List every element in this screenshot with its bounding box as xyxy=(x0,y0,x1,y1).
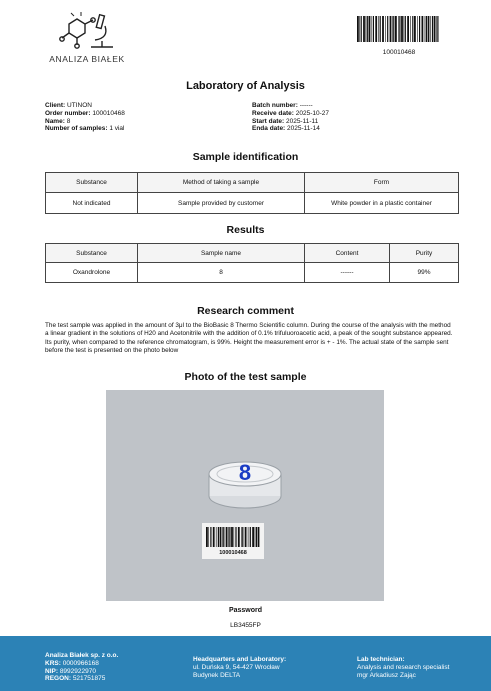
logo-text: ANALIZA BIAŁEK xyxy=(49,54,125,64)
sample-identification-table xyxy=(45,172,459,214)
info-row: Batch number: ------ xyxy=(252,102,313,109)
report-title: Laboratory of Analysis xyxy=(186,80,305,92)
sample-identification-title: Sample identification xyxy=(192,151,299,163)
table-cell: Sample provided by customer xyxy=(138,193,305,214)
table-header-row xyxy=(46,244,459,263)
info-row: Enda date: 2025-11-14 xyxy=(252,125,320,133)
password-label: Password xyxy=(228,607,263,614)
password-value: LB3455FP xyxy=(230,622,261,629)
order-barcode xyxy=(357,16,441,56)
table-cell: White powder in a plastic container xyxy=(305,193,459,214)
info-row: Start date: 2025-11-11 xyxy=(252,117,319,125)
company-logo xyxy=(42,10,132,64)
info-row: Order number: 100010468 xyxy=(45,109,125,117)
info-row: Client: UTINON xyxy=(45,102,92,109)
footer xyxy=(0,636,491,691)
table-cell: Oxandrolone xyxy=(46,263,138,283)
company-name: Analiza Białek sp. z o.o. xyxy=(45,652,119,659)
table-header-cell: Substance xyxy=(46,173,138,193)
barcode-number: 100010468 xyxy=(382,49,416,56)
jar-label-digit: 8 xyxy=(238,460,252,485)
results-table xyxy=(45,243,459,283)
barcode-graphic xyxy=(206,527,260,547)
footer-headquarters: Headquarters and Laboratory: ul. Duńska 9, 54-427 Wrocław Budynek DELTA xyxy=(193,656,287,679)
photo-title: Photo of the test sample xyxy=(184,371,307,383)
table-cell: ------ xyxy=(305,263,390,283)
sample-photo xyxy=(106,390,384,601)
table-cell: Not indicated xyxy=(46,193,138,214)
table-header-cell: Sample name xyxy=(138,244,305,263)
sample-barcode-label xyxy=(202,523,264,559)
table-header-cell: Content xyxy=(305,244,390,263)
info-row: Name: 8 xyxy=(45,117,71,125)
table-cell: 99% xyxy=(390,263,459,283)
info-row: Number of samples: 1 vial xyxy=(45,125,125,133)
info-row: Receive date: 2025-10-27 xyxy=(252,109,329,117)
footer-company: Analiza Białek sp. z o.o. KRS: 0000966168 NIP: 8992922970 REGON: 521751875 xyxy=(45,652,119,683)
footer-lab-technician: Lab technician: Analysis and research specialist mgr Arkadiusz Zając xyxy=(357,656,450,679)
research-comment-text: The test sample was applied in the amount of 3μl to the BioBasic 8 Thermo Scientific column. During the course of the analysis with the method a linear gradient in the solutions of H20 and Acetonitrile with the addition of 0.1% trifuluoroacetic acid, a peak of the sought substance appeared. Its purity, when compared to the reference chromatogram, is 99%. Height the measurement error is + - 1%. The actual state of the sample sent before the test is presented on the photo below xyxy=(45,322,453,354)
results-title: Results xyxy=(226,224,265,236)
table-row xyxy=(46,193,459,214)
molecule-microscope-icon xyxy=(57,10,117,52)
order-info-right xyxy=(252,102,329,133)
barcode-graphic xyxy=(357,16,441,42)
sample-jar-image xyxy=(207,452,283,512)
research-comment-title: Research comment xyxy=(197,305,294,317)
table-cell: 8 xyxy=(138,263,305,283)
order-info-left xyxy=(45,102,125,133)
table-header-cell: Form xyxy=(305,173,459,193)
table-header-row xyxy=(46,173,459,193)
table-header-cell: Method of taking a sample xyxy=(138,173,305,193)
label-number: 100010468 xyxy=(219,550,247,556)
table-header-cell: Purity xyxy=(390,244,459,263)
table-header-cell: Substance xyxy=(46,244,138,263)
table-row xyxy=(46,263,459,283)
